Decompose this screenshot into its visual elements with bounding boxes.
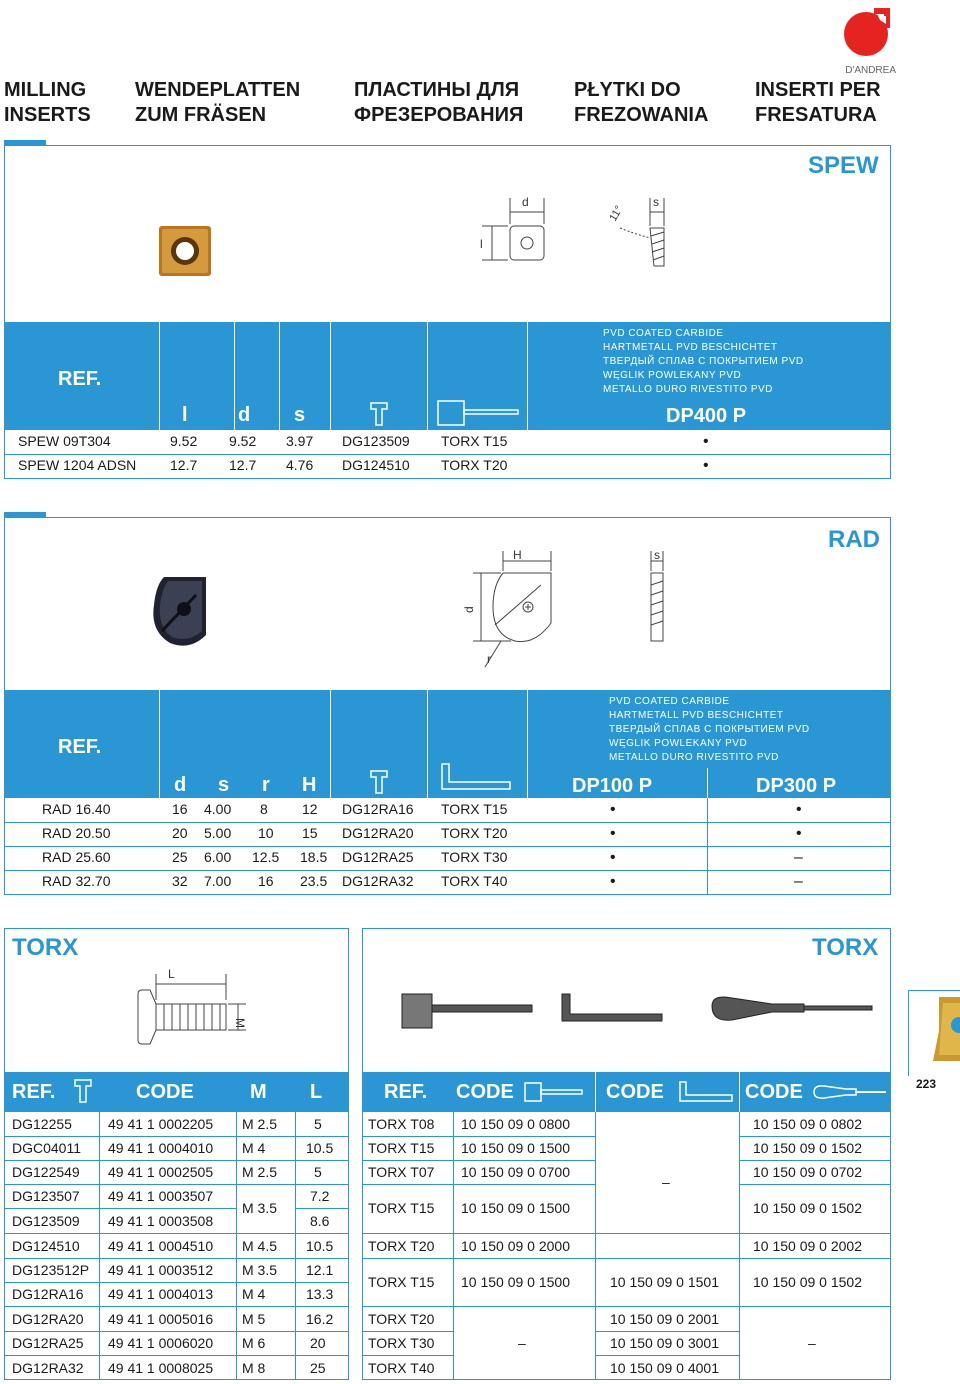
screw-drawing: [128, 960, 248, 1060]
spew-drawing-l: l: [480, 237, 483, 251]
rad-title: RAD: [828, 526, 880, 553]
torx-keys-title: TORX: [812, 934, 879, 961]
screwdriver-icon: [812, 1083, 888, 1106]
table-row: RAD 32.70 32 7.00 16 23.5 DG12RA32 TORX T40 • –: [4, 870, 891, 895]
rad-drawing-H: H: [513, 548, 522, 562]
keys-drawing: [392, 990, 892, 1040]
spew-col-s: s: [294, 404, 306, 426]
torx-screws-ref-header: REF.: [12, 1081, 56, 1103]
screw-drawing-M: M: [233, 1018, 247, 1028]
spew-technical-drawing: [470, 188, 700, 278]
flag-key-icon: [524, 1082, 584, 1107]
table-row: RAD 20.50 20 5.00 10 15 DG12RA20 TORX T20 • •: [4, 822, 891, 847]
screw-icon: [74, 1079, 92, 1108]
rad-drawing-d: d: [462, 606, 476, 613]
table-row: RAD 16.40 16 4.00 8 12 DG12RA16 TORX T15 • •: [4, 798, 891, 823]
rad-col-H: H: [302, 774, 317, 796]
spew-drawing-d: d: [522, 195, 529, 209]
spew-grade-dp400: DP400 P: [666, 405, 747, 427]
rad-coating-note: PVD COATED CARBIDE HARTMETALL PVD BESCHICHTET ТВЕРДЫЙ СПЛАВ С ПОКРЫТИЕМ PVD WĘGLIK POWLEKANY PVD METALLO DURO RIVESTITO PVD: [609, 696, 810, 763]
spew-drawing-angle: 11°: [607, 203, 626, 224]
rad-drawing-r: r: [487, 652, 491, 666]
rad-grade-dp300: DP300 P: [756, 775, 837, 797]
header-title-de: WENDEPLATTEN ZUM FRÄSEN: [135, 79, 301, 126]
flag-key-icon: [437, 400, 521, 431]
spew-drawing-s: s: [653, 195, 659, 209]
table-row: RAD 25.60 25 6.00 12.5 18.5 DG12RA25 TORX T30 • –: [4, 846, 891, 871]
torx-screws-header: [4, 1072, 349, 1112]
page-number: 223: [916, 1077, 937, 1091]
torx-keys-ref-header: REF.: [384, 1081, 428, 1103]
rad-header-band: [4, 690, 891, 798]
torx-screws-m-header: M: [250, 1081, 267, 1103]
rad-col-s: s: [218, 774, 230, 796]
torx-screws-l-header: L: [310, 1081, 323, 1103]
torx-keys-table: TORX T08 10 150 09 0 0800 10 150 09 0 0802 TORX T15 10 150 09 0 1500 10 150 09 0 1502 TORX T07 10 150 09 0 0700 – 10 150 09 0 0702 TORX T15 10 150 09 0 1500 10 150 09 0 1502 TORX T20 10 150 09 0 2000 10 150 09 0 2002 TORX T15 10 150 09 0 1500 10 150 09 0 1501 10 150 09 0 1502 TORX T20 10 150 09 0 2001 TORX T30 – 10 150 09 0 3001 – TORX T40 10 150 09 0 4001: [362, 1112, 891, 1380]
torx-screws-code-header: CODE: [136, 1081, 194, 1103]
rad-grade-dp100: DP100 P: [572, 775, 653, 797]
logo-mark-icon: [836, 6, 896, 58]
table-row: SPEW 09T304 9.52 9.52 3.97 DG123509 TORX T15 •: [4, 430, 891, 455]
rad-insert-image: [150, 575, 212, 656]
rad-col-d: d: [174, 774, 187, 796]
rad-drawing-s: s: [654, 548, 660, 562]
spew-coating-note: PVD COATED CARBIDE HARTMETALL PVD BESCHICHTET ТВЕРДЫЙ СПЛАВ С ПОКРЫТИЕМ PVD WĘGLIK POWLEKANY PVD METALLO DURO RIVESTITO PVD: [603, 328, 804, 395]
spew-header-band: [4, 322, 891, 430]
header-title-pl: PŁYTKI DO FREZOWANIA: [574, 79, 709, 126]
spew-col-d: d: [238, 404, 251, 426]
screw-icon: [370, 770, 388, 799]
torx-keys-code3-header: CODE: [745, 1081, 803, 1103]
l-key-icon: [440, 762, 512, 797]
torx-screws-title: TORX: [12, 934, 79, 961]
edge-insert-thumbnail: [909, 991, 960, 1071]
torx-keys-code1-header: CODE: [456, 1081, 514, 1103]
brand-name: D'ANDREA: [845, 65, 896, 76]
spew-col-l: l: [182, 404, 188, 426]
screw-icon: [370, 402, 388, 431]
torx-screws-table: DG12255 49 41 1 0002205 M 2.5 5 DGC04011 49 41 1 0004010 M 4 10.5 DG122549 49 41 1 0002505 M 2.5 5 DG123507 49 41 1 0003507 M 3.5 7.2 DG123509 49 41 1 0003508 8.6 DG124510 49 41 1 0004510 M 4.5 10.5 DG123512P 49 41 1 0003512 M 3.5 12.1 DG12RA16 49 41 1 0004013 M 4 13.3 DG12RA20 49 41 1 0005016 M 5 16.2 DG12RA25 49 41 1 0006020 M 6 20 DG12RA32 49 41 1 0008025 M 8 25: [4, 1112, 349, 1380]
rad-table: [4, 798, 891, 895]
torx-keys-code2-header: CODE: [606, 1081, 664, 1103]
spew-insert-image: [158, 225, 212, 282]
header-title-it: INSERTI PER FRESATURA: [755, 79, 881, 126]
torx-keys-header: [362, 1072, 891, 1112]
page-edge-tab: [908, 990, 960, 1076]
header-title-ru: ПЛАСТИНЫ ДЛЯ ФРЕЗЕРОВАНИЯ: [354, 79, 524, 126]
rad-technical-drawing: [455, 545, 695, 675]
spew-title: SPEW: [808, 152, 879, 179]
l-key-icon: [678, 1080, 734, 1109]
screw-drawing-L: L: [168, 967, 175, 981]
rad-col-r: r: [262, 774, 270, 796]
rad-ref-header: REF.: [58, 736, 102, 758]
table-row: SPEW 1204 ADSN 12.7 12.7 4.76 DG124510 TORX T20 •: [4, 454, 891, 479]
header-title-en: MILLING INSERTS: [4, 79, 91, 126]
brand-logo: [836, 6, 896, 76]
spew-ref-header: REF.: [58, 368, 102, 390]
spew-table: [4, 430, 891, 479]
